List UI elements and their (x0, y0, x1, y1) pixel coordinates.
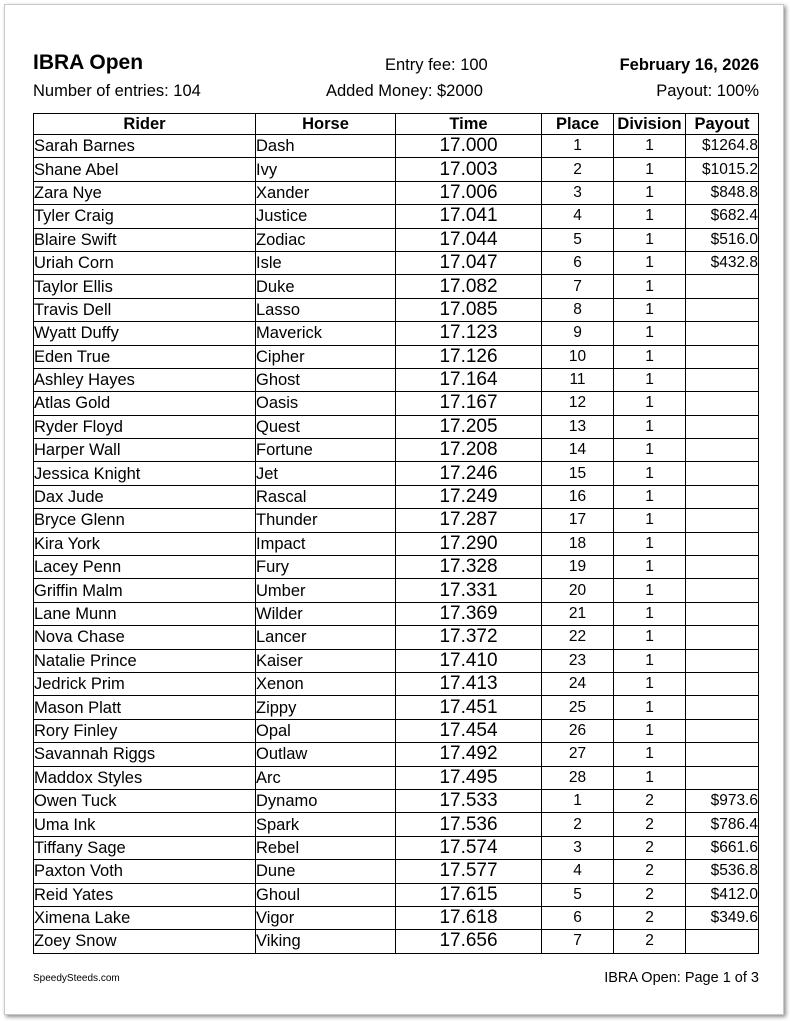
horse-cell: Arc (256, 766, 396, 789)
table-row (34, 228, 759, 251)
place-cell: 1 (542, 789, 614, 812)
horse-cell: Vigor (256, 906, 396, 929)
payout-cell (686, 439, 759, 462)
division-cell: 1 (614, 556, 686, 579)
division-cell: 1 (614, 766, 686, 789)
rider-cell: Dax Jude (34, 485, 256, 508)
place-cell: 5 (542, 883, 614, 906)
payout-cell (686, 743, 759, 766)
results-table (33, 113, 759, 954)
time-cell: 17.413 (396, 672, 542, 695)
event-date: February 16, 2026 (619, 56, 759, 74)
place-cell: 17 (542, 509, 614, 532)
time-cell: 17.615 (396, 883, 542, 906)
table-row (34, 789, 759, 812)
rider-cell: Lane Munn (34, 602, 256, 625)
table-row (34, 135, 759, 158)
division-cell: 1 (614, 649, 686, 672)
division-cell: 1 (614, 743, 686, 766)
table-row (34, 719, 759, 742)
horse-cell: Rascal (256, 485, 396, 508)
horse-cell: Dune (256, 860, 396, 883)
time-cell: 17.536 (396, 813, 542, 836)
table-row (34, 556, 759, 579)
payout-cell: $536.8 (686, 860, 759, 883)
place-cell: 16 (542, 485, 614, 508)
payout-cell: $1264.8 (686, 135, 759, 158)
horse-cell: Zodiac (256, 228, 396, 251)
rider-cell: Tiffany Sage (34, 836, 256, 859)
division-cell: 1 (614, 205, 686, 228)
table-row (34, 883, 759, 906)
table-row (34, 158, 759, 181)
payout-cell (686, 719, 759, 742)
time-cell: 17.574 (396, 836, 542, 859)
payout-cell (686, 532, 759, 555)
event-title: IBRA Open (33, 51, 144, 74)
place-cell: 4 (542, 205, 614, 228)
added-money: Added Money: $2000 (326, 82, 483, 100)
table-row (34, 906, 759, 929)
time-cell: 17.328 (396, 556, 542, 579)
time-cell: 17.495 (396, 766, 542, 789)
place-cell: 8 (542, 298, 614, 321)
table-row (34, 205, 759, 228)
place-cell: 28 (542, 766, 614, 789)
time-cell: 17.492 (396, 743, 542, 766)
table-row (34, 602, 759, 625)
place-cell: 11 (542, 368, 614, 391)
rider-cell: Uma Ink (34, 813, 256, 836)
division-cell: 1 (614, 251, 686, 274)
payout-cell (686, 579, 759, 602)
payout-cell (686, 930, 759, 953)
table-row (34, 672, 759, 695)
time-cell: 17.290 (396, 532, 542, 555)
division-cell: 2 (614, 930, 686, 953)
payout-cell (686, 556, 759, 579)
column-header-horse: Horse (256, 114, 396, 135)
horse-cell: Outlaw (256, 743, 396, 766)
place-cell: 2 (542, 158, 614, 181)
division-cell: 1 (614, 532, 686, 555)
entry-fee: Entry fee: 100 (385, 56, 488, 74)
division-cell: 2 (614, 883, 686, 906)
table-row (34, 275, 759, 298)
horse-cell: Fortune (256, 439, 396, 462)
column-header-rider: Rider (34, 114, 256, 135)
payout-cell: $412.0 (686, 883, 759, 906)
place-cell: 22 (542, 626, 614, 649)
payout-cell: $661.6 (686, 836, 759, 859)
rider-cell: Travis Dell (34, 298, 256, 321)
table-row (34, 298, 759, 321)
horse-cell: Ivy (256, 158, 396, 181)
payout-cell (686, 485, 759, 508)
payout-cell: $973.6 (686, 789, 759, 812)
rider-cell: Owen Tuck (34, 789, 256, 812)
division-cell: 1 (614, 415, 686, 438)
place-cell: 7 (542, 275, 614, 298)
horse-cell: Lancer (256, 626, 396, 649)
horse-cell: Wilder (256, 602, 396, 625)
rider-cell: Jessica Knight (34, 462, 256, 485)
rider-cell: Atlas Gold (34, 392, 256, 415)
horse-cell: Dynamo (256, 789, 396, 812)
place-cell: 10 (542, 345, 614, 368)
place-cell: 5 (542, 228, 614, 251)
number-of-entries: Number of entries: 104 (33, 82, 201, 100)
horse-cell: Oasis (256, 392, 396, 415)
payout-cell: $848.8 (686, 181, 759, 204)
rider-cell: Mason Platt (34, 696, 256, 719)
division-cell: 1 (614, 275, 686, 298)
table-row (34, 345, 759, 368)
table-row (34, 532, 759, 555)
division-cell: 2 (614, 789, 686, 812)
division-cell: 1 (614, 719, 686, 742)
horse-cell: Lasso (256, 298, 396, 321)
division-cell: 1 (614, 626, 686, 649)
time-cell: 17.533 (396, 789, 542, 812)
time-cell: 17.044 (396, 228, 542, 251)
rider-cell: Harper Wall (34, 439, 256, 462)
payout-cell (686, 602, 759, 625)
table-row (34, 860, 759, 883)
place-cell: 13 (542, 415, 614, 438)
payout-cell (686, 298, 759, 321)
time-cell: 17.167 (396, 392, 542, 415)
time-cell: 17.085 (396, 298, 542, 321)
rider-cell: Paxton Voth (34, 860, 256, 883)
time-cell: 17.454 (396, 719, 542, 742)
division-cell: 1 (614, 298, 686, 321)
payout-cell (686, 415, 759, 438)
place-cell: 20 (542, 579, 614, 602)
payout-cell (686, 392, 759, 415)
rider-cell: Ximena Lake (34, 906, 256, 929)
rider-cell: Reid Yates (34, 883, 256, 906)
place-cell: 9 (542, 322, 614, 345)
payout-cell (686, 509, 759, 532)
rider-cell: Uriah Corn (34, 251, 256, 274)
division-cell: 1 (614, 345, 686, 368)
table-row (34, 813, 759, 836)
table-row (34, 626, 759, 649)
rider-cell: Tyler Craig (34, 205, 256, 228)
horse-cell: Xenon (256, 672, 396, 695)
rider-cell: Ryder Floyd (34, 415, 256, 438)
horse-cell: Viking (256, 930, 396, 953)
rider-cell: Sarah Barnes (34, 135, 256, 158)
table-row (34, 743, 759, 766)
time-cell: 17.205 (396, 415, 542, 438)
payout-cell (686, 368, 759, 391)
horse-cell: Rebel (256, 836, 396, 859)
rider-cell: Jedrick Prim (34, 672, 256, 695)
payout-cell (686, 696, 759, 719)
horse-cell: Ghost (256, 368, 396, 391)
time-cell: 17.126 (396, 345, 542, 368)
horse-cell: Thunder (256, 509, 396, 532)
time-cell: 17.331 (396, 579, 542, 602)
table-row (34, 836, 759, 859)
time-cell: 17.246 (396, 462, 542, 485)
payout-cell (686, 275, 759, 298)
horse-cell: Ghoul (256, 883, 396, 906)
payout-cell (686, 322, 759, 345)
table-row (34, 930, 759, 953)
rider-cell: Eden True (34, 345, 256, 368)
table-row (34, 368, 759, 391)
horse-cell: Duke (256, 275, 396, 298)
column-header-division: Division (614, 114, 686, 135)
rider-cell: Griffin Malm (34, 579, 256, 602)
place-cell: 4 (542, 860, 614, 883)
time-cell: 17.082 (396, 275, 542, 298)
place-cell: 3 (542, 181, 614, 204)
rider-cell: Wyatt Duffy (34, 322, 256, 345)
table-row (34, 415, 759, 438)
table-row (34, 392, 759, 415)
division-cell: 2 (614, 860, 686, 883)
place-cell: 12 (542, 392, 614, 415)
place-cell: 1 (542, 135, 614, 158)
division-cell: 1 (614, 439, 686, 462)
payout-cell (686, 649, 759, 672)
rider-cell: Ashley Hayes (34, 368, 256, 391)
rider-cell: Nova Chase (34, 626, 256, 649)
horse-cell: Impact (256, 532, 396, 555)
payout-cell (686, 626, 759, 649)
rider-cell: Zoey Snow (34, 930, 256, 953)
place-cell: 7 (542, 930, 614, 953)
division-cell: 2 (614, 906, 686, 929)
division-cell: 1 (614, 228, 686, 251)
time-cell: 17.006 (396, 181, 542, 204)
place-cell: 6 (542, 906, 614, 929)
division-cell: 1 (614, 368, 686, 391)
table-header-row (34, 114, 759, 135)
time-cell: 17.451 (396, 696, 542, 719)
rider-cell: Kira York (34, 532, 256, 555)
time-cell: 17.041 (396, 205, 542, 228)
table-row (34, 439, 759, 462)
table-row (34, 181, 759, 204)
results-page (4, 4, 784, 1015)
table-row (34, 649, 759, 672)
payout-cell (686, 766, 759, 789)
rider-cell: Natalie Prince (34, 649, 256, 672)
rider-cell: Shane Abel (34, 158, 256, 181)
footer-site: SpeedySteeds.com (33, 973, 120, 984)
time-cell: 17.003 (396, 158, 542, 181)
payout-cell: $786.4 (686, 813, 759, 836)
time-cell: 17.410 (396, 649, 542, 672)
time-cell: 17.208 (396, 439, 542, 462)
place-cell: 19 (542, 556, 614, 579)
division-cell: 1 (614, 485, 686, 508)
time-cell: 17.577 (396, 860, 542, 883)
time-cell: 17.656 (396, 930, 542, 953)
table-row (34, 579, 759, 602)
time-cell: 17.372 (396, 626, 542, 649)
division-cell: 1 (614, 158, 686, 181)
payout-cell: $349.6 (686, 906, 759, 929)
time-cell: 17.123 (396, 322, 542, 345)
rider-cell: Maddox Styles (34, 766, 256, 789)
place-cell: 25 (542, 696, 614, 719)
division-cell: 2 (614, 836, 686, 859)
horse-cell: Umber (256, 579, 396, 602)
time-cell: 17.369 (396, 602, 542, 625)
horse-cell: Spark (256, 813, 396, 836)
table-row (34, 766, 759, 789)
place-cell: 3 (542, 836, 614, 859)
horse-cell: Cipher (256, 345, 396, 368)
division-cell: 2 (614, 813, 686, 836)
division-cell: 1 (614, 322, 686, 345)
rider-cell: Bryce Glenn (34, 509, 256, 532)
rider-cell: Rory Finley (34, 719, 256, 742)
column-header-place: Place (542, 114, 614, 135)
time-cell: 17.249 (396, 485, 542, 508)
place-cell: 14 (542, 439, 614, 462)
horse-cell: Justice (256, 205, 396, 228)
place-cell: 21 (542, 602, 614, 625)
horse-cell: Fury (256, 556, 396, 579)
horse-cell: Zippy (256, 696, 396, 719)
division-cell: 1 (614, 392, 686, 415)
payout-cell (686, 345, 759, 368)
horse-cell: Isle (256, 251, 396, 274)
table-row (34, 251, 759, 274)
rider-cell: Zara Nye (34, 181, 256, 204)
division-cell: 1 (614, 579, 686, 602)
horse-cell: Dash (256, 135, 396, 158)
horse-cell: Kaiser (256, 649, 396, 672)
horse-cell: Jet (256, 462, 396, 485)
rider-cell: Taylor Ellis (34, 275, 256, 298)
division-cell: 1 (614, 462, 686, 485)
division-cell: 1 (614, 672, 686, 695)
payout-cell: $432.8 (686, 251, 759, 274)
payout-cell: $516.0 (686, 228, 759, 251)
place-cell: 6 (542, 251, 614, 274)
payout-cell: $682.4 (686, 205, 759, 228)
table-row (34, 509, 759, 532)
division-cell: 1 (614, 602, 686, 625)
division-cell: 1 (614, 181, 686, 204)
table-row (34, 485, 759, 508)
place-cell: 18 (542, 532, 614, 555)
horse-cell: Quest (256, 415, 396, 438)
place-cell: 15 (542, 462, 614, 485)
rider-cell: Savannah Riggs (34, 743, 256, 766)
division-cell: 1 (614, 135, 686, 158)
payout-cell (686, 672, 759, 695)
place-cell: 27 (542, 743, 614, 766)
payout-percent: Payout: 100% (656, 82, 759, 100)
horse-cell: Maverick (256, 322, 396, 345)
time-cell: 17.047 (396, 251, 542, 274)
payout-cell: $1015.2 (686, 158, 759, 181)
table-row (34, 696, 759, 719)
footer-page-number: IBRA Open: Page 1 of 3 (604, 970, 759, 986)
rider-cell: Lacey Penn (34, 556, 256, 579)
payout-cell (686, 462, 759, 485)
time-cell: 17.287 (396, 509, 542, 532)
horse-cell: Xander (256, 181, 396, 204)
table-row (34, 462, 759, 485)
time-cell: 17.164 (396, 368, 542, 391)
column-header-time: Time (396, 114, 542, 135)
division-cell: 1 (614, 509, 686, 532)
place-cell: 26 (542, 719, 614, 742)
division-cell: 1 (614, 696, 686, 719)
horse-cell: Opal (256, 719, 396, 742)
time-cell: 17.618 (396, 906, 542, 929)
column-header-payout: Payout (686, 114, 759, 135)
rider-cell: Blaire Swift (34, 228, 256, 251)
place-cell: 23 (542, 649, 614, 672)
place-cell: 2 (542, 813, 614, 836)
results-body (34, 135, 759, 954)
time-cell: 17.000 (396, 135, 542, 158)
place-cell: 24 (542, 672, 614, 695)
table-row (34, 322, 759, 345)
